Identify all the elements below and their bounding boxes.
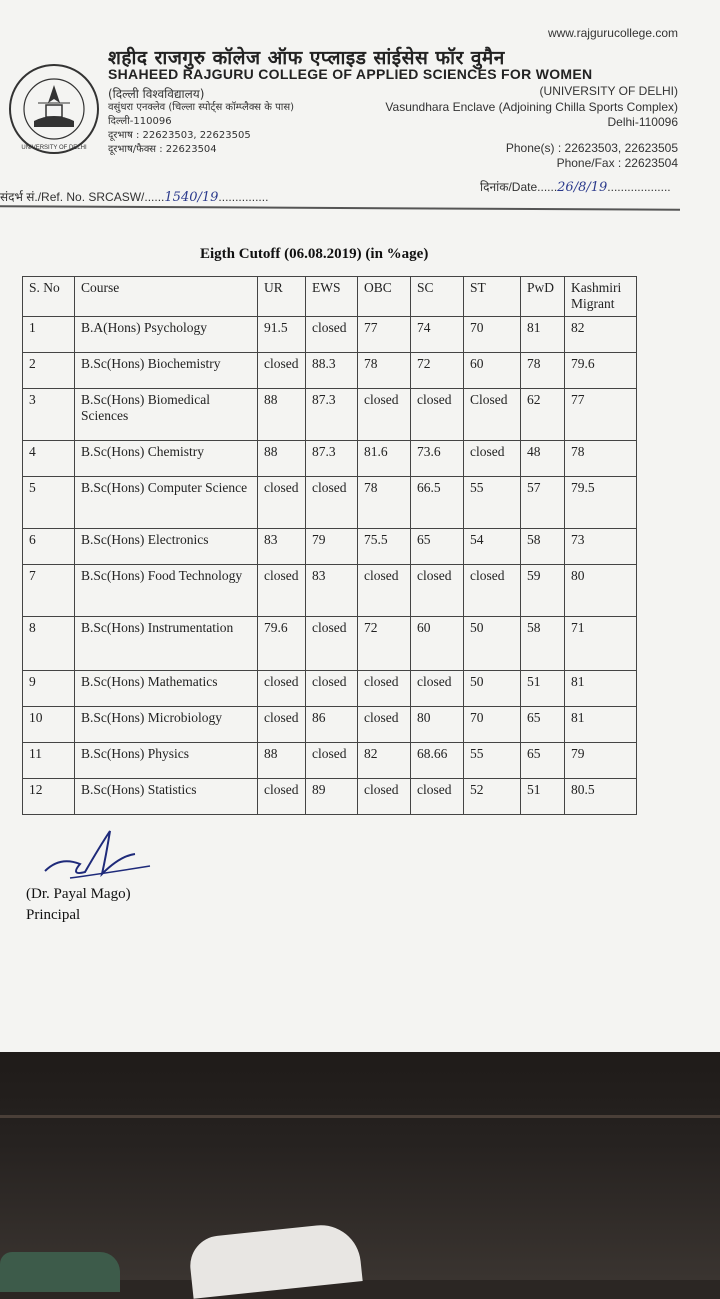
cell-cutoff: 78: [521, 353, 565, 389]
cell-course: B.Sc(Hons) Biomedical Sciences: [75, 389, 258, 441]
cell-cutoff: 91.5: [258, 317, 306, 353]
cell-cutoff: 81.6: [358, 441, 411, 477]
cell-course: B.Sc(Hons) Chemistry: [75, 441, 258, 477]
table-row: [23, 707, 637, 743]
cell-cutoff: closed: [411, 389, 464, 441]
cell-cutoff: 79.6: [565, 353, 637, 389]
header-kashmiri-migrant: Kashmiri Migrant: [565, 277, 637, 317]
table-row: [23, 743, 637, 779]
cell-cutoff: closed: [358, 671, 411, 707]
cell-cutoff: 57: [521, 477, 565, 529]
cell-course: B.Sc(Hons) Computer Science: [75, 477, 258, 529]
cell-cutoff: Closed: [464, 389, 521, 441]
table-row: [23, 617, 637, 671]
cell-sno: 10: [23, 707, 75, 743]
cell-cutoff: closed: [306, 743, 358, 779]
cell-course: B.Sc(Hons) Food Technology: [75, 565, 258, 617]
cell-course: B.Sc(Hons) Physics: [75, 743, 258, 779]
cell-cutoff: closed: [358, 707, 411, 743]
cell-course: B.Sc(Hons) Instrumentation: [75, 617, 258, 671]
cell-cutoff: 79: [306, 529, 358, 565]
cell-cutoff: 55: [464, 477, 521, 529]
cell-sno: 11: [23, 743, 75, 779]
cell-cutoff: closed: [258, 707, 306, 743]
cell-sno: 12: [23, 779, 75, 815]
college-name-english: SHAHEED RAJGURU COLLEGE OF APPLIED SCIENCES FOR WOMEN: [108, 66, 593, 82]
cell-cutoff: 80: [565, 565, 637, 617]
table-row: [23, 529, 637, 565]
college-name-hindi: शहीद राजगुरु कॉलेज ऑफ एप्लाइड सांईसेस फॉर वुमैन: [108, 47, 505, 69]
cell-sno: 7: [23, 565, 75, 617]
cell-cutoff: closed: [258, 779, 306, 815]
cell-sno: 3: [23, 389, 75, 441]
reference-number: संदर्भ सं./Ref. No. SRCASW/......1540/19...............: [0, 190, 269, 205]
cell-cutoff: 88: [258, 441, 306, 477]
cell-sno: 5: [23, 477, 75, 529]
cell-cutoff: 72: [358, 617, 411, 671]
cell-course: B.A(Hons) Psychology: [75, 317, 258, 353]
cell-cutoff: 88.3: [306, 353, 358, 389]
desk-edge: [0, 1115, 720, 1118]
cell-cutoff: 65: [521, 743, 565, 779]
cell-cutoff: 79.6: [258, 617, 306, 671]
cell-cutoff: 78: [565, 441, 637, 477]
cutoff-table: [22, 276, 637, 815]
table-row: [23, 671, 637, 707]
cell-cutoff: 81: [521, 317, 565, 353]
cell-cutoff: 81: [565, 707, 637, 743]
cell-cutoff: closed: [306, 671, 358, 707]
cell-course: B.Sc(Hons) Biochemistry: [75, 353, 258, 389]
cell-cutoff: closed: [411, 565, 464, 617]
cell-cutoff: 52: [464, 779, 521, 815]
cell-sno: 2: [23, 353, 75, 389]
cell-cutoff: 81: [565, 671, 637, 707]
cell-cutoff: 60: [411, 617, 464, 671]
table-row: [23, 389, 637, 441]
cell-cutoff: closed: [464, 565, 521, 617]
cell-course: B.Sc(Hons) Mathematics: [75, 671, 258, 707]
cell-cutoff: 83: [306, 565, 358, 617]
cell-cutoff: closed: [306, 317, 358, 353]
header-sc: SC: [411, 277, 464, 317]
cell-cutoff: 70: [464, 707, 521, 743]
cell-cutoff: 79: [565, 743, 637, 779]
cell-cutoff: 77: [565, 389, 637, 441]
table-header-row: [23, 277, 637, 317]
cell-cutoff: 51: [521, 671, 565, 707]
cell-cutoff: 71: [565, 617, 637, 671]
cell-cutoff: 89: [306, 779, 358, 815]
cell-cutoff: 78: [358, 353, 411, 389]
table-row: [23, 317, 637, 353]
cell-sno: 9: [23, 671, 75, 707]
desk-background: [0, 1052, 720, 1280]
header-st: ST: [464, 277, 521, 317]
cell-course: B.Sc(Hons) Microbiology: [75, 707, 258, 743]
svg-text:UNIVERSITY OF DELHI: UNIVERSITY OF DELHI: [21, 145, 87, 151]
cell-cutoff: 77: [358, 317, 411, 353]
cell-cutoff: 48: [521, 441, 565, 477]
cell-sno: 6: [23, 529, 75, 565]
cell-cutoff: 50: [464, 671, 521, 707]
cell-sno: 1: [23, 317, 75, 353]
table-row: [23, 565, 637, 617]
cell-sno: 8: [23, 617, 75, 671]
header-sno: S. No: [23, 277, 75, 317]
header-pwd: PwD: [521, 277, 565, 317]
cell-cutoff: 58: [521, 617, 565, 671]
cell-cutoff: 51: [521, 779, 565, 815]
cell-cutoff: closed: [411, 671, 464, 707]
cell-cutoff: 86: [306, 707, 358, 743]
cell-cutoff: closed: [411, 779, 464, 815]
cell-cutoff: 74: [411, 317, 464, 353]
cell-cutoff: 65: [521, 707, 565, 743]
cell-cutoff: closed: [306, 477, 358, 529]
cell-cutoff: 75.5: [358, 529, 411, 565]
header-divider: [0, 205, 680, 211]
header-ews: EWS: [306, 277, 358, 317]
table-row: [23, 779, 637, 815]
cell-cutoff: closed: [358, 389, 411, 441]
cell-cutoff: closed: [258, 477, 306, 529]
cell-cutoff: 83: [258, 529, 306, 565]
address-hindi: (दिल्ली विश्वविद्यालय) वसुंधरा एनक्लेव (चिल्ला स्पोर्ट्स कॉम्प्लैक्स के पास) दिल्ली-110096 दूरभाष : 22623503, 22623505 दूरभाष/फैक्स : 22623504: [108, 87, 295, 155]
university-seal-logo: [8, 63, 100, 155]
cell-cutoff: 50: [464, 617, 521, 671]
header-obc: OBC: [358, 277, 411, 317]
header-course: Course: [75, 277, 258, 317]
document-title: Eigth Cutoff (06.08.2019) (in %age): [200, 246, 429, 262]
letter-date: दिनांक/Date......26/8/19...................: [480, 180, 671, 195]
cell-cutoff: 54: [464, 529, 521, 565]
cell-cutoff: closed: [358, 565, 411, 617]
cell-cutoff: 87.3: [306, 389, 358, 441]
cell-cutoff: 82: [358, 743, 411, 779]
cell-cutoff: 87.3: [306, 441, 358, 477]
table-row: [23, 477, 637, 529]
cell-cutoff: 80: [411, 707, 464, 743]
cell-cutoff: 79.5: [565, 477, 637, 529]
cell-cutoff: closed: [464, 441, 521, 477]
cloth-item-green: [0, 1252, 120, 1292]
cell-cutoff: 80.5: [565, 779, 637, 815]
table-row: [23, 441, 637, 477]
address-english: (UNIVERSITY OF DELHI) Vasundhara Enclave (Adjoining Chilla Sports Complex) Delhi-110096 Phone(s) : 22623503, 22623505 Phone/Fax : 22623504: [385, 84, 678, 170]
cell-cutoff: 68.66: [411, 743, 464, 779]
cell-cutoff: 60: [464, 353, 521, 389]
cell-cutoff: closed: [258, 565, 306, 617]
cell-cutoff: 70: [464, 317, 521, 353]
cell-cutoff: 65: [411, 529, 464, 565]
cell-cutoff: 88: [258, 389, 306, 441]
cell-cutoff: 66.5: [411, 477, 464, 529]
cell-cutoff: 59: [521, 565, 565, 617]
cell-cutoff: 62: [521, 389, 565, 441]
website-text: www.rajgurucollege.com: [547, 26, 678, 40]
cell-cutoff: 73: [565, 529, 637, 565]
cell-cutoff: 88: [258, 743, 306, 779]
cell-cutoff: 82: [565, 317, 637, 353]
cell-course: B.Sc(Hons) Statistics: [75, 779, 258, 815]
cell-cutoff: 78: [358, 477, 411, 529]
cell-cutoff: closed: [358, 779, 411, 815]
signatory-designation: Principal: [26, 907, 81, 923]
cell-cutoff: closed: [258, 353, 306, 389]
signature-image: [40, 826, 160, 886]
table-row: [23, 353, 637, 389]
cell-cutoff: closed: [306, 617, 358, 671]
header-ur: UR: [258, 277, 306, 317]
signatory-name: (Dr. Payal Mago): [26, 886, 131, 902]
cell-course: B.Sc(Hons) Electronics: [75, 529, 258, 565]
cell-cutoff: closed: [258, 671, 306, 707]
cell-cutoff: 73.6: [411, 441, 464, 477]
cell-sno: 4: [23, 441, 75, 477]
cell-cutoff: 55: [464, 743, 521, 779]
cell-cutoff: 58: [521, 529, 565, 565]
cell-cutoff: 72: [411, 353, 464, 389]
